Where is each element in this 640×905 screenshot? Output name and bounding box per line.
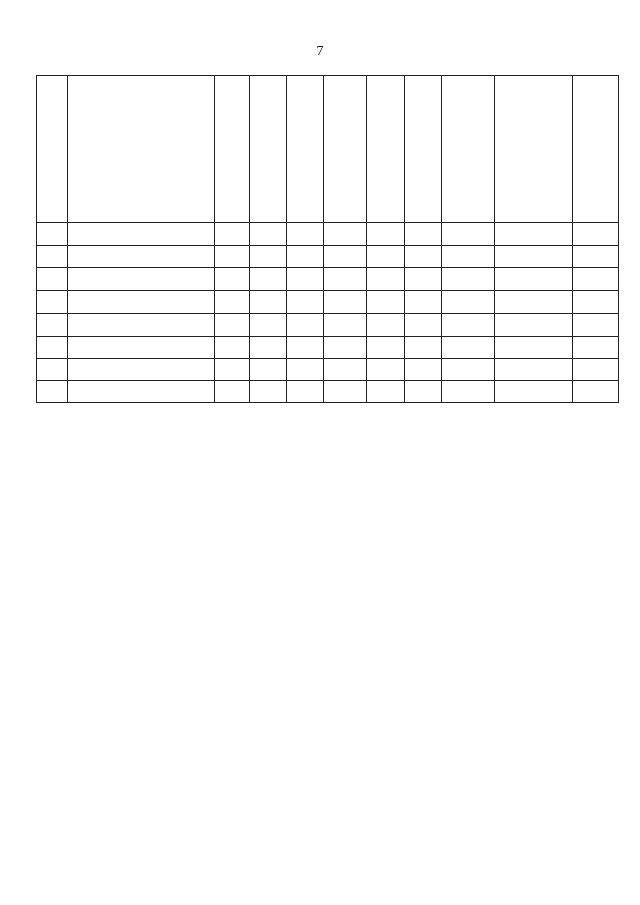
table-border — [286, 222, 287, 403]
table-border — [323, 222, 324, 403]
table-border — [366, 222, 367, 403]
table-border — [323, 75, 324, 223]
table-border — [36, 75, 37, 223]
table-border — [366, 75, 367, 223]
table-border — [572, 222, 573, 403]
table-border — [572, 75, 573, 223]
table-border — [36, 267, 619, 268]
table-border — [404, 75, 405, 223]
table-border — [618, 75, 619, 223]
table-border — [494, 222, 495, 403]
table-border — [249, 75, 250, 223]
table-border — [67, 75, 68, 223]
table-border — [36, 336, 619, 337]
table-border — [618, 222, 619, 403]
table-border — [249, 222, 250, 403]
table-border — [441, 222, 442, 403]
table-border — [36, 313, 619, 314]
table-border — [36, 222, 619, 223]
table-border — [36, 402, 619, 403]
table-border — [286, 75, 287, 223]
table-border — [36, 75, 619, 76]
table-border — [441, 75, 442, 223]
table-border — [36, 245, 619, 246]
table-border — [36, 380, 619, 381]
table-border — [67, 222, 68, 403]
table-border — [214, 75, 215, 223]
table-border — [404, 222, 405, 403]
page-number: 7 — [316, 44, 324, 59]
table-border — [36, 290, 619, 291]
table-border — [36, 222, 37, 403]
table-border — [494, 75, 495, 223]
table-border — [214, 222, 215, 403]
table-border — [36, 358, 619, 359]
